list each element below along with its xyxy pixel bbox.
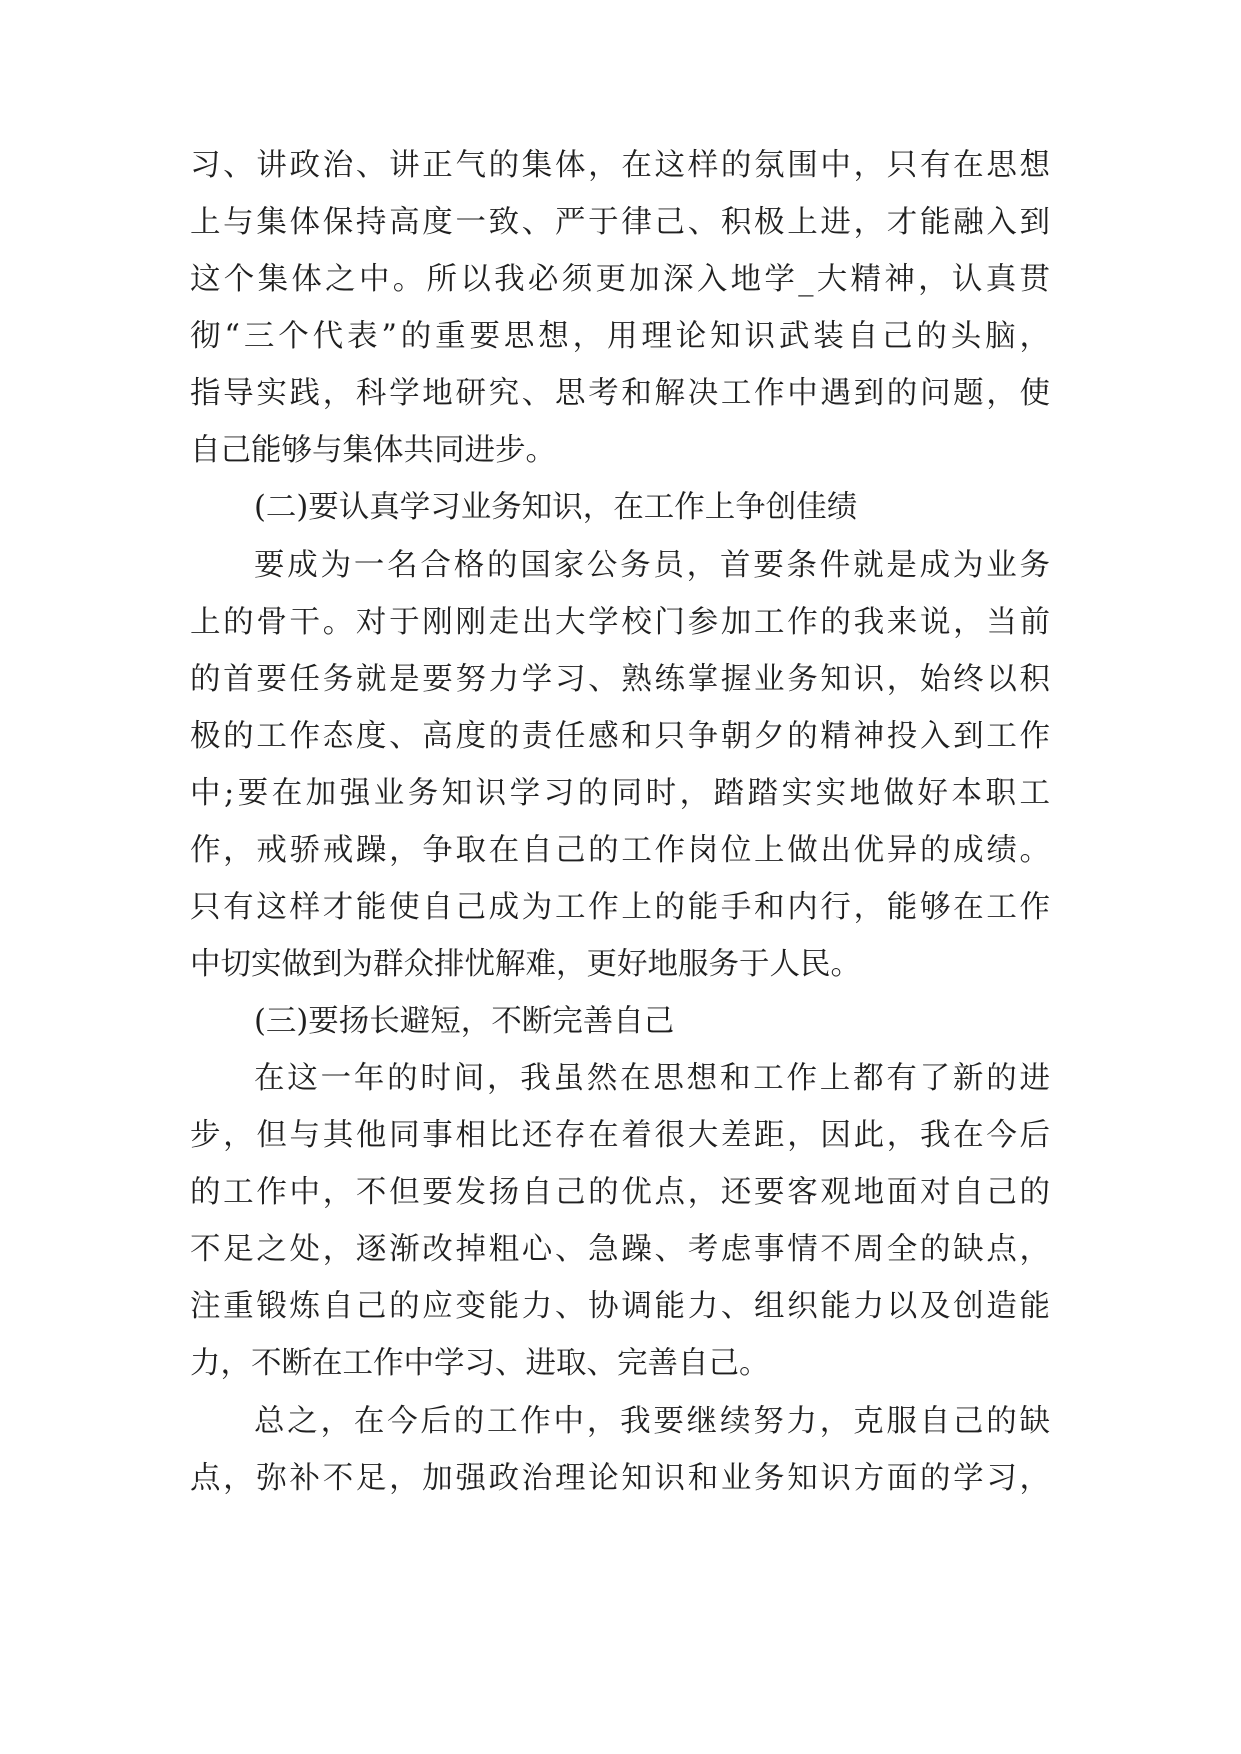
text-line: 要成为一名合格的国家公务员，首要条件就是成为业务: [254, 548, 1050, 583]
text-line: 自己能够与集体共同进步。: [190, 433, 556, 468]
section-heading: (二)要认真学习业务知识，在工作上争创佳绩: [254, 490, 858, 525]
text-line: 总之，在今后的工作中，我要继续努力，克服自己的缺: [254, 1404, 1050, 1439]
text-line: 中切实做到为群众排忧解难，更好地服务于人民。: [190, 947, 861, 982]
text-line: 中;要在加强业务知识学习的同时，踏踏实实地做好本职工: [190, 776, 1050, 811]
text-line: 彻“三个代表”的重要思想，用理论知识武装自己的头脑，: [190, 319, 1050, 354]
text-line: 极的工作态度、高度的责任感和只争朝夕的精神投入到工作: [190, 719, 1050, 754]
text-line: 注重锻炼自己的应变能力、协调能力、组织能力以及创造能: [190, 1289, 1050, 1324]
text-line: 步，但与其他同事相比还存在着很大差距，因此，我在今后: [190, 1118, 1050, 1153]
text-line: 不足之处，逐渐改掉粗心、急躁、考虑事情不周全的缺点，: [190, 1232, 1050, 1267]
text-line: 的首要任务就是要努力学习、熟练掌握业务知识，始终以积: [190, 662, 1050, 697]
text-line: 只有这样才能使自己成为工作上的能手和内行，能够在工作: [190, 890, 1050, 925]
text-line: 这个集体之中。所以我必须更加深入地学_大精神，认真贯: [190, 262, 1050, 297]
text-line: 指导实践，科学地研究、思考和解决工作中遇到的问题，使: [190, 376, 1050, 411]
text-line: 上的骨干。对于刚刚走出大学校门参加工作的我来说，当前: [190, 605, 1050, 640]
text-line: 点，弥补不足，加强政治理论知识和业务知识方面的学习，: [190, 1461, 1050, 1496]
text-line: 力，不断在工作中学习、进取、完善自己。: [190, 1346, 770, 1381]
text-line: 上与集体保持高度一致、严于律己、积极上进，才能融入到: [190, 205, 1050, 240]
text-line: 作，戒骄戒躁，争取在自己的工作岗位上做出优异的成绩。: [190, 833, 1050, 868]
text-line: 习、讲政治、讲正气的集体，在这样的氛围中，只有在思想: [190, 148, 1050, 183]
text-line: 在这一年的时间，我虽然在思想和工作上都有了新的进: [254, 1061, 1050, 1096]
text-line: 的工作中，不但要发扬自己的优点，还要客观地面对自己的: [190, 1175, 1050, 1210]
section-heading: (三)要扬长避短，不断完善自己: [254, 1004, 675, 1039]
